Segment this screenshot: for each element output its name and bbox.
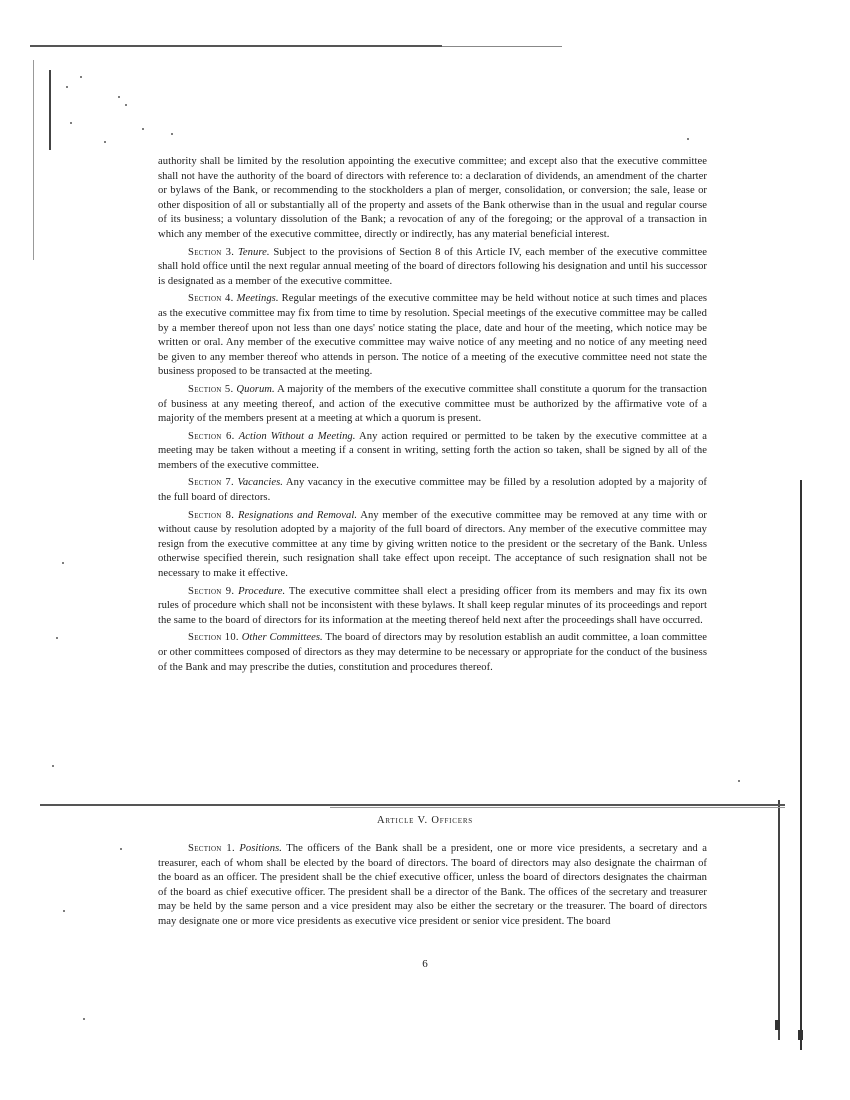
speck bbox=[56, 637, 58, 639]
section-title: Procedure. bbox=[238, 585, 286, 597]
continuation-paragraph: authority shall be limited by the resolution appointing the executive committee; and except also that the executive committee shall not have the authority of the board of directors with reference to: a declaration of dividends, an amendment of the charter or bylaws of the Bank, or recommending to the stockholders a plan of merger, consolidation, or conversion; the sale, lease or other disposition of all or substantially all of the property and assets of the Bank otherwise than in the usual and regular course of its business; a voluntary dissolution of the Bank; a revocation of any of the foregoing; or the approval of a transaction in which any member of the executive committee, directly or indirectly, has any material beneficial interest. bbox=[158, 156, 707, 240]
speck bbox=[687, 138, 689, 140]
section-text: The officers of the Bank shall be a president, one or more vice presidents, a secretary and a treasurer, each of whom shall be elected by the board of directors. The board of directors may also designate the chairman of the board as an officer. The president shall be the chief executive officer, unless the board of directors designates the chairman of the board as chief executive officer. The president shall be a director of the Bank. The offices of the secretary and treasurer may be held by the same person and a vice president may also be either the secretary or the treasurer. The board of directors may designate one or more vice presidents as executive vice president or senior vice president. The board bbox=[158, 843, 707, 927]
speck bbox=[125, 104, 127, 106]
section-label: Section 6. bbox=[188, 430, 235, 442]
speck bbox=[80, 76, 82, 78]
scan-left-line bbox=[49, 70, 51, 150]
section-title: Resignations and Removal. bbox=[238, 509, 358, 521]
section-title: Action Without a Meeting. bbox=[238, 430, 356, 442]
section-text: Any action required or permitted to be taken by the executive committee at a meeting may be taken without a meeting if a consent in writing, setting forth the action so taken, shall be signed by all of the members of the executive committee. bbox=[158, 430, 707, 471]
speck bbox=[63, 910, 65, 912]
section-title: Quorum. bbox=[236, 383, 275, 395]
speck bbox=[83, 1018, 85, 1020]
section-label: Section 8. bbox=[188, 509, 235, 521]
section-text: The executive committee shall elect a presiding officer from its members and may fix its own rules of procedure which shall not be inconsistent with these bylaws. It shall keep regular minutes of its proceedings and report the same to the board of directors for its information at the meeting thereof held next after the proceedings shall have occurred. bbox=[158, 585, 707, 626]
scan-mid-rule bbox=[40, 804, 785, 806]
section-6 bbox=[158, 430, 707, 474]
article-v-text bbox=[158, 842, 707, 930]
article-heading: Article V. Officers bbox=[377, 815, 473, 826]
section-label: Section 5. bbox=[188, 383, 234, 395]
scan-mid-rule-thin bbox=[330, 807, 785, 808]
speck bbox=[171, 133, 173, 135]
section-title: Vacancies. bbox=[237, 477, 283, 489]
section-text: A majority of the members of the executive committee shall constitute a quorum for the transaction of business at any meeting thereof, and action of the executive committee must be authorized by the affirmative vote of a majority of the members present at a meeting at which a quorum is present. bbox=[158, 383, 707, 425]
section-title: Other Committees. bbox=[241, 632, 323, 644]
section-label: Section 9. bbox=[188, 585, 235, 597]
speck bbox=[738, 780, 740, 782]
section-8 bbox=[158, 509, 707, 582]
section-label: Section 4. bbox=[188, 293, 234, 305]
section-10 bbox=[158, 631, 707, 675]
section-9 bbox=[158, 585, 707, 629]
speck bbox=[70, 122, 72, 124]
speck bbox=[104, 141, 106, 143]
scan-top-rule-thin bbox=[442, 46, 562, 47]
scan-right-mark bbox=[775, 1020, 780, 1030]
speck bbox=[120, 848, 122, 850]
speck bbox=[52, 765, 54, 767]
scan-left-line-2 bbox=[33, 60, 34, 260]
section-label: Section 10. bbox=[188, 632, 239, 644]
section-label: Section 1. bbox=[188, 843, 235, 854]
section-text: Regular meetings of the executive committee may be held without notice at such times and places as the executive committee may fix from time to time by resolution. Special meetings of the executive committee may be called by a member thereof upon not less than one days' notice stating the place, date and hour of the meeting, which notice may be written or oral. Any member of the executive committee may waive notice of any meeting and no notice of any meeting need be given to any member thereof who attends in person. The notice of a meeting of the executive committee need not state the business proposed to be transacted at the meeting. bbox=[158, 293, 708, 378]
article-iv-text bbox=[158, 155, 707, 675]
section-label: Section 3. bbox=[188, 246, 235, 258]
section-text: The board of directors may by resolution establish an audit committee, a loan committee or other committees composed of directors as they may determine to be necessary or appropriate for the conduct of the business of the Bank and may prescribe the duties, constitution and procedures thereof. bbox=[158, 632, 707, 673]
section-4 bbox=[158, 292, 707, 380]
article-v-section-1 bbox=[158, 842, 707, 930]
section-text: Any member of the executive committee may be removed at any time with or without cause by resolution adopted by a majority of the full board of directors. Any member of the executive committee may resign from the executive committee at any time by giving written notice to the president or the secretary of the Bank. Unless otherwise specified therein, such resignation shall take effect upon receipt. The acceptance of such resignation shall not be necessary to make it effective. bbox=[158, 509, 707, 580]
section-title: Positions. bbox=[239, 843, 282, 854]
speck bbox=[118, 96, 120, 98]
section-text: Subject to the provisions of Section 8 of this Article IV, each member of the executive committee shall hold office until the next regular annual meeting of the board of directors following his designation and until his successor is designated as a member of the executive committee. bbox=[158, 246, 707, 287]
scan-right-line bbox=[778, 800, 780, 1040]
scan-right-mark-2 bbox=[798, 1030, 803, 1040]
page-number: 6 bbox=[422, 958, 428, 970]
section-text: Any vacancy in the executive committee may be filled by a resolution adopted by a majority of the full board of directors. bbox=[158, 477, 707, 504]
speck bbox=[66, 86, 68, 88]
section-label: Section 7. bbox=[188, 477, 234, 489]
section-3 bbox=[158, 246, 707, 290]
speck bbox=[62, 562, 64, 564]
section-title: Tenure. bbox=[237, 246, 270, 258]
speck bbox=[142, 128, 144, 130]
section-5 bbox=[158, 383, 707, 427]
scan-top-rule bbox=[30, 45, 442, 47]
section-title: Meetings. bbox=[236, 293, 279, 305]
section-7 bbox=[158, 476, 707, 505]
